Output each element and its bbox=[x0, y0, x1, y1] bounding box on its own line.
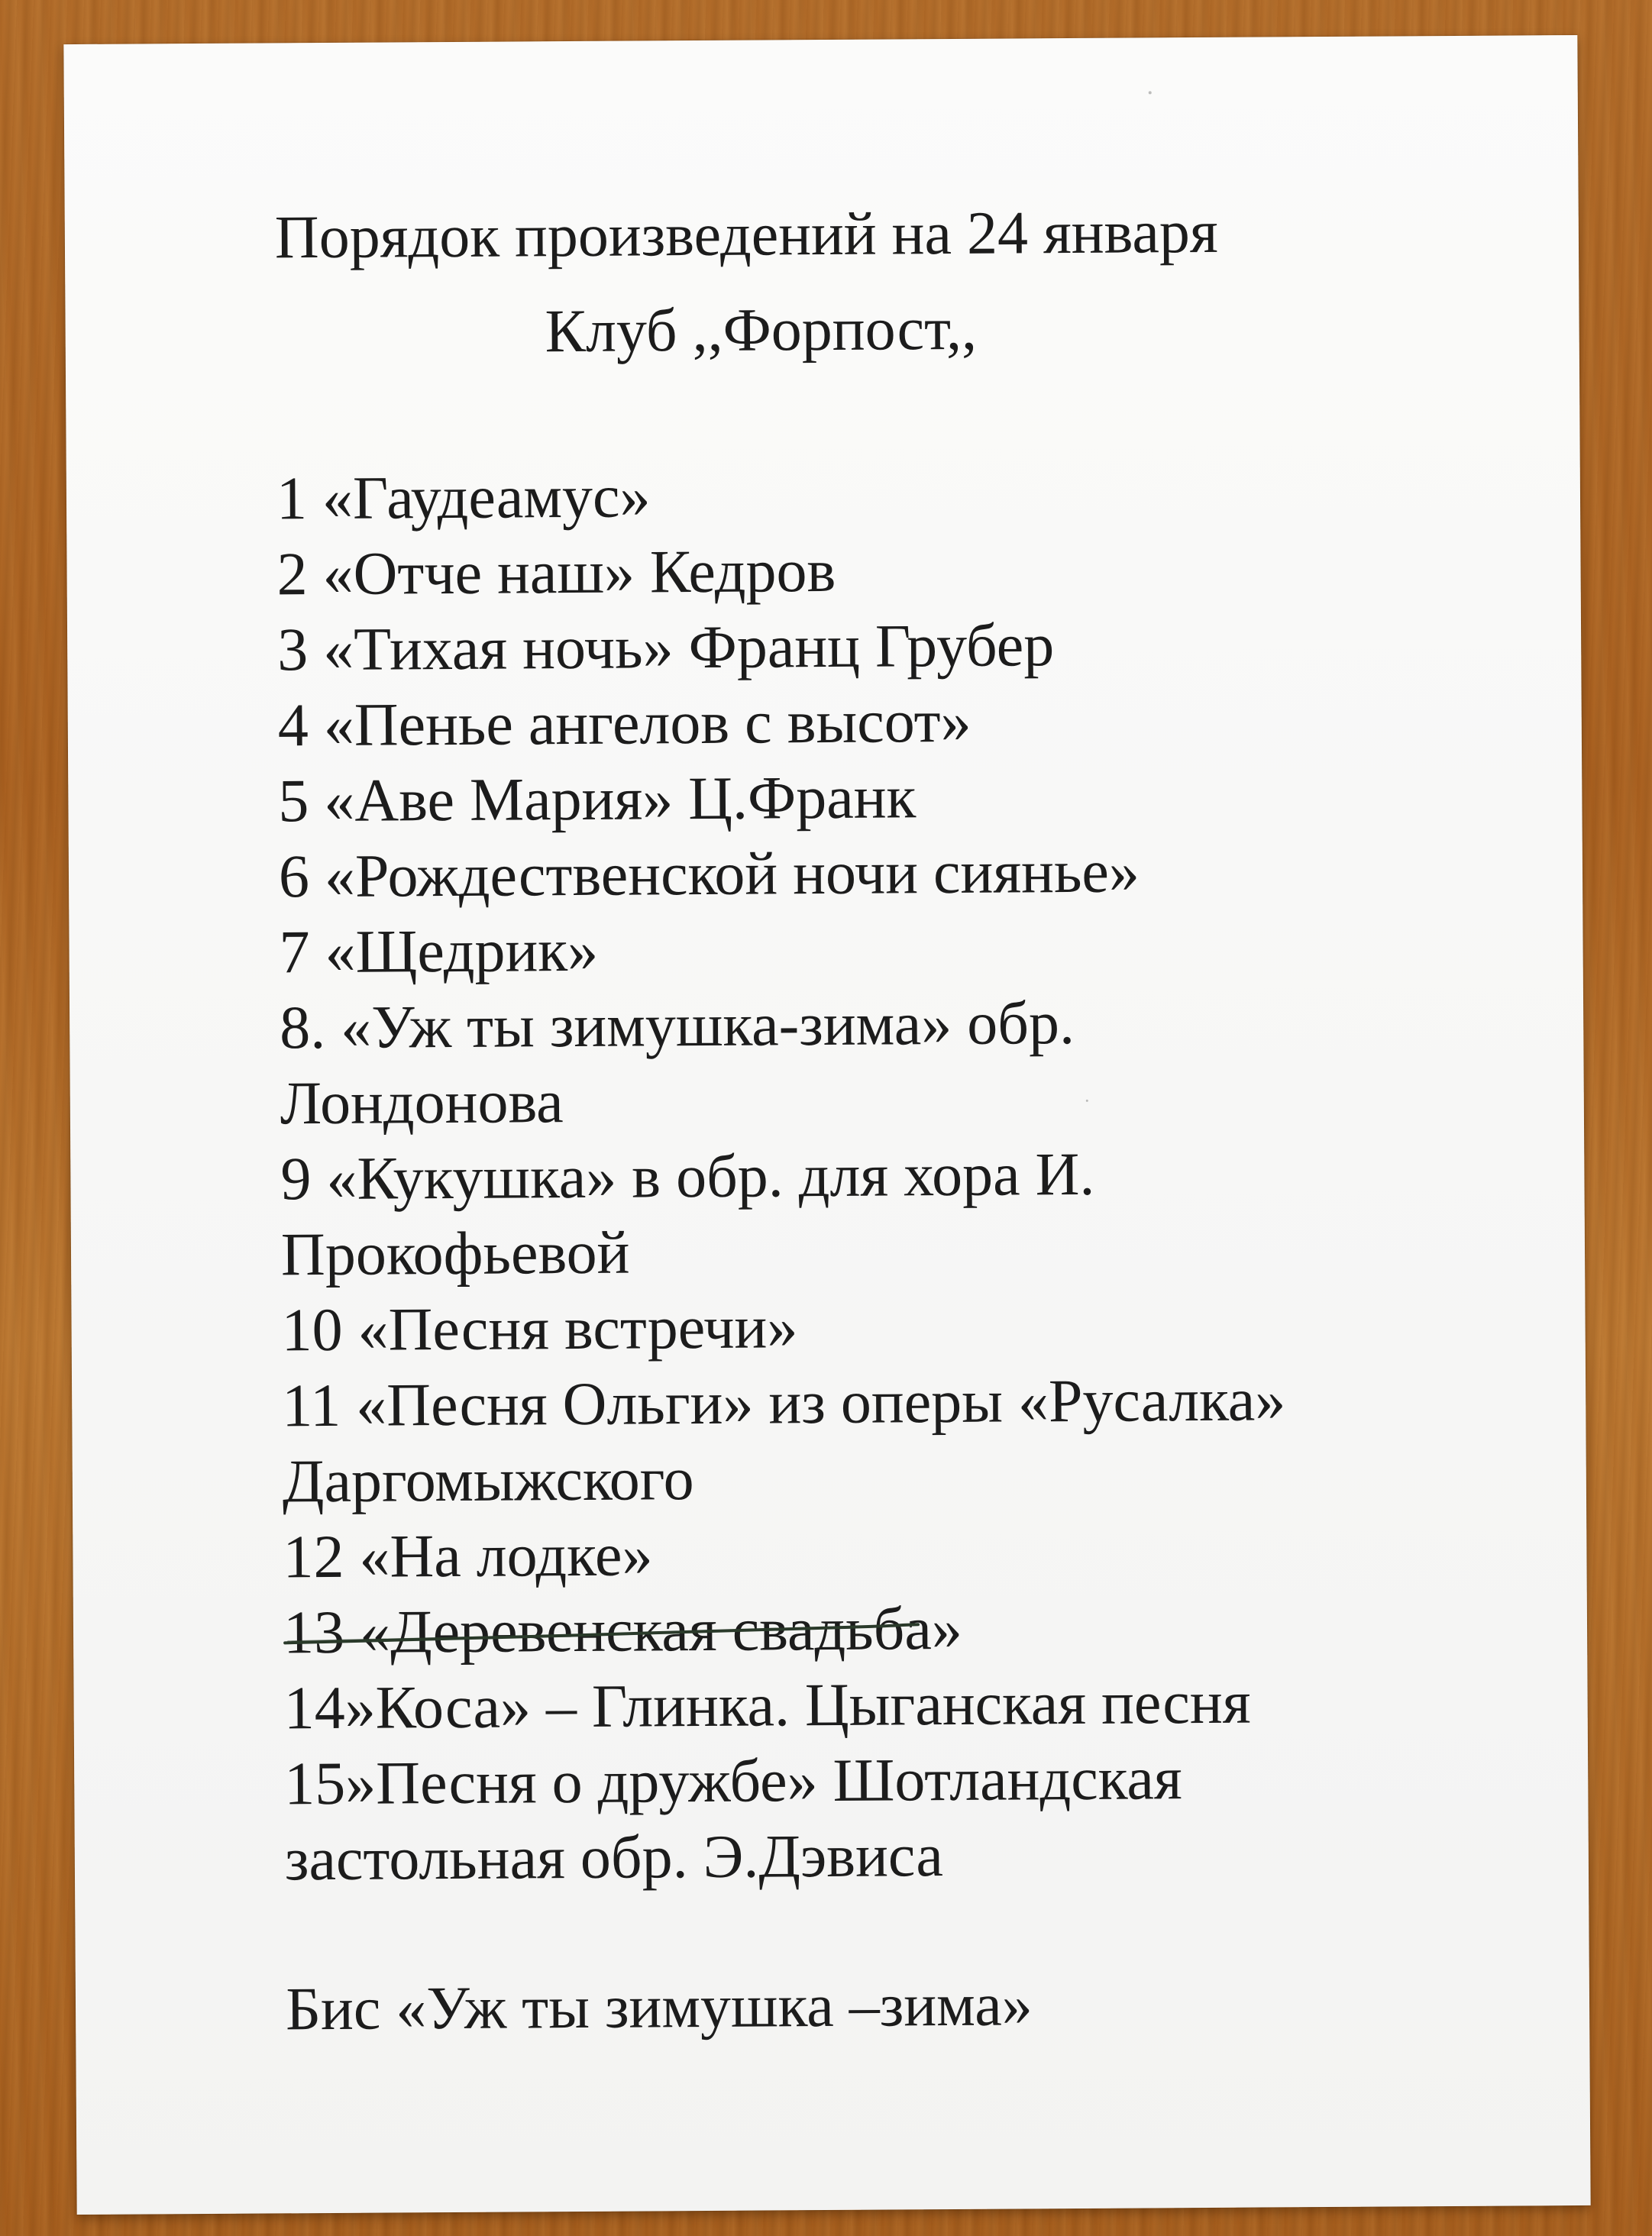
struck-text: 13 «Деревенская свадьба» bbox=[283, 1595, 963, 1667]
program-line: 14»Коса» – Глинка. Цыганская песня bbox=[283, 1669, 1251, 1743]
document-subtitle-venue: Клуб ,,Форпост,, bbox=[545, 295, 978, 366]
program-line: 8. «Уж ты зимушка-зима» обр. bbox=[279, 990, 1075, 1062]
program-line: 11 «Песня Ольги» из оперы «Русалка» bbox=[281, 1366, 1286, 1440]
program-line: Лондонова bbox=[280, 1068, 564, 1138]
program-line: 2 «Отче наш» Кедров bbox=[276, 537, 836, 609]
program-line: 7 «Щедрик» bbox=[279, 916, 599, 987]
paper-speck bbox=[1086, 1100, 1088, 1102]
program-line: 15»Песня о дружбе» Шотландская bbox=[283, 1745, 1182, 1818]
program-list bbox=[276, 455, 1288, 1898]
program-line: застольная обр. Э.Дэвиса bbox=[284, 1822, 944, 1894]
program-line: Даргомыжского bbox=[282, 1446, 694, 1516]
program-line: 6 «Рождественской ночи сиянье» bbox=[278, 838, 1140, 911]
program-line: 10 «Песня встречи» bbox=[281, 1294, 798, 1365]
program-line: 5 «Аве Мария» Ц.Франк bbox=[278, 764, 917, 835]
program-line-struck bbox=[283, 1589, 1288, 1671]
program-line: 9 «Кукушка» в обр. для хора И. bbox=[280, 1140, 1095, 1213]
encore-line: Бис «Уж ты зимушка –зима» bbox=[285, 1971, 1033, 2044]
program-line: 1 «Гаудеамус» bbox=[276, 463, 651, 533]
program-line: 12 «На лодке» bbox=[283, 1521, 653, 1591]
document-title: Порядок произведений на 24 января bbox=[274, 198, 1218, 272]
paper-sheet bbox=[63, 35, 1590, 2215]
program-line: 4 «Пенье ангелов с высот» bbox=[277, 687, 971, 760]
program-line: 3 «Тихая ночь» Франц Грубер bbox=[276, 612, 1055, 684]
paper-speck bbox=[1149, 91, 1152, 94]
program-line: Прокофьевой bbox=[280, 1219, 630, 1289]
